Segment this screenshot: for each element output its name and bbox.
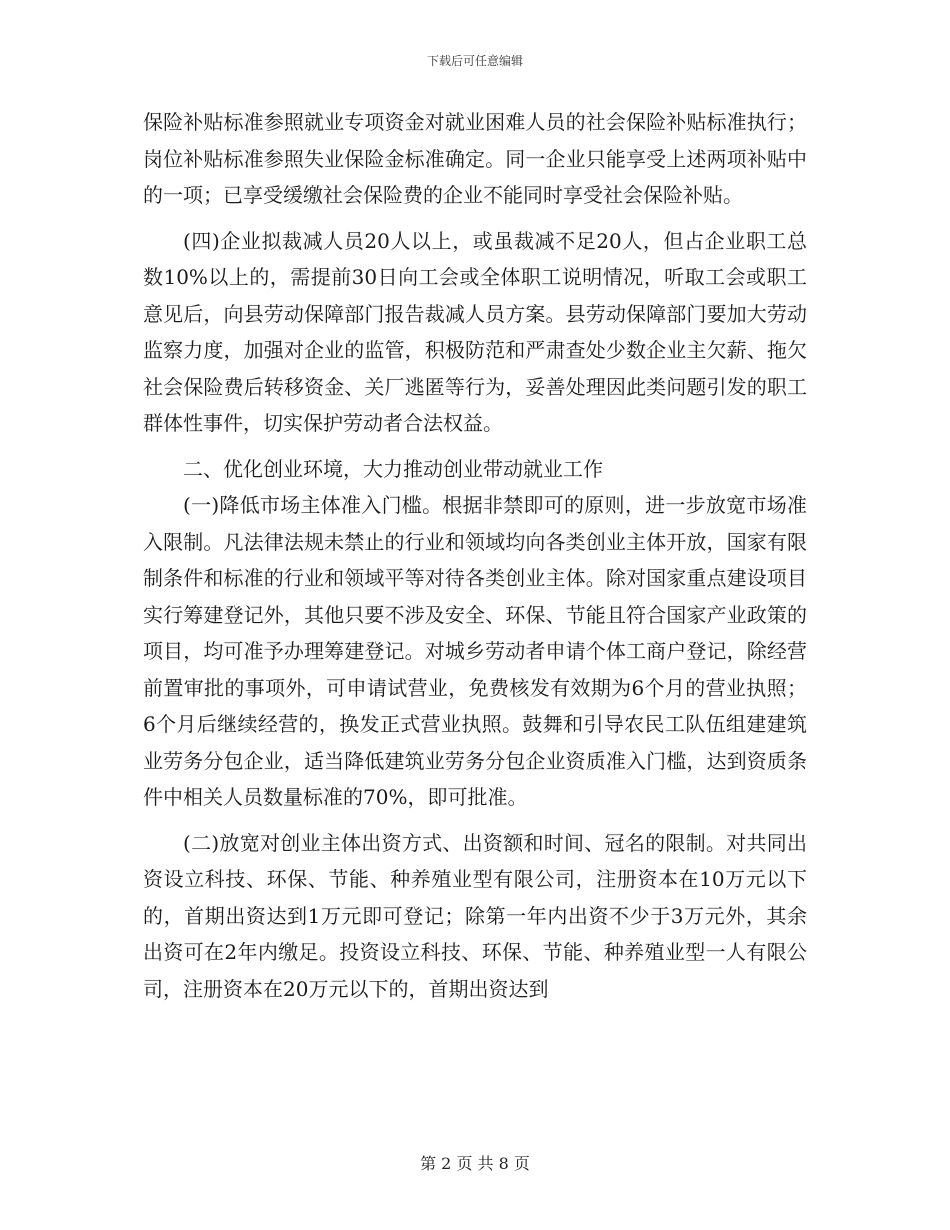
- document-body: [143, 104, 807, 1007]
- page-number: 第 2 页 共 8 页: [420, 1154, 530, 1173]
- paragraph-insurance-subsidy: 保险补贴标准参照就业专项资金对就业困难人员的社会保险补贴标准执行；岗位补贴标准参照失业保险金标准确定。同一企业只能享受上述两项补贴中的一项；已享受缓缴社会保险费的企业不能同时享受社会保险补贴。: [143, 110, 807, 207]
- paragraph-market-entry: (一)降低市场主体准入门槛。根据非禁即可的原则，进一步放宽市场准入限制。凡法律法规未禁止的行业和领域均向各类创业主体开放，国家有限制条件和标准的行业和领域平等对待各类创业主体。除对国家重点建设项目实行筹建登记外，其他只要不涉及安全、环保、节能且符合国家产业政策的项目，均可准予办理筹建登记。对城乡劳动者申请个体工商户登记，除经营前置审批的事项外，可申请试营业，免费核发有效期为6个月的营业执照；6个月后继续经营的，换发正式营业执照。鼓舞和引导农民工队伍组建建筑业劳务分包企业，适当降低建筑业劳务分包企业资质准入门槛，达到资质条件中相关人员数量标准的70%，即可批准。: [143, 493, 807, 809]
- paragraph-capital-contribution: (二)放宽对创业主体出资方式、出资额和时间、冠名的限制。对共同出资设立科技、环保、节能、种养殖业型有限公司，注册资本在10万元以下的，首期出资达到1万元即可登记；除第一年内出资不少于3万元外，其余出资可在2年内缴足。投资设立科技、环保、节能、种养殖业型一人有限公司，注册资本在20万元以下的，首期出资达到: [143, 830, 807, 1001]
- paragraph-layoff-reporting: (四)企业拟裁减人员20人以上，或虽裁减不足20人，但占企业职工总数10%以上的，需提前30日向工会或全体职工说明情况，听取工会或职工意见后，向县劳动保障部门报告裁减人员方案。县劳动保障部门要加大劳动监察力度，加强对企业的监管，积极防范和严肃查处少数企业主欠薪、拖欠社会保险费后转移资金、关厂逃匿等行为，妥善处理因此类问题引发的职工群体性事件，切实保护劳动者合法权益。: [143, 228, 807, 435]
- page-header: 下载后可任意编辑: [426, 54, 523, 68]
- section-heading-entrepreneurship: 二、优化创业环境，大力推动创业带动就业工作: [183, 456, 603, 481]
